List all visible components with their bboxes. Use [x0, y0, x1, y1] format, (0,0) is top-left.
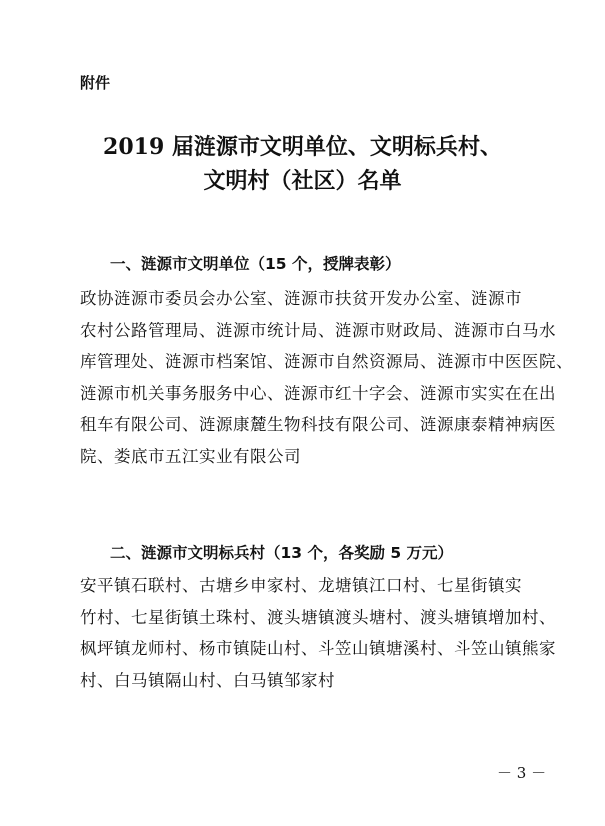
page-number: － 3 －: [497, 764, 547, 782]
section-body-model-villages: [80, 570, 556, 696]
attachment-label: 附件: [80, 74, 111, 92]
body-line: 政协涟源市委员会办公室、涟源市扶贫开发办公室、涟源市: [80, 289, 522, 308]
body-line: 村、白马镇隔山村、白马镇邹家村: [80, 670, 335, 690]
body-line: 涟源市机关事务服务中心、涟源市红十字会、涟源市实实在在出: [80, 383, 556, 403]
body-line: 枫坪镇龙师村、杨市镇陡山村、斗笠山镇塘溪村、斗笠山镇熊家: [80, 639, 556, 658]
body-line: 库管理处、涟源市档案馆、涟源市自然资源局、涟源市中医医院、: [80, 352, 573, 371]
body-line: 院、娄底市五江实业有限公司: [80, 446, 301, 466]
title-line-2: 文明村（社区）名单: [203, 168, 402, 194]
document-title: [0, 130, 605, 198]
body-line: 安平镇石联村、古塘乡申家村、龙塘镇江口村、七星街镇实: [80, 576, 522, 595]
section-body-civilized-units: [80, 283, 573, 472]
title-line-1: 2019 届涟源市文明单位、文明标兵村、: [103, 134, 502, 160]
section-heading-civilized-units: 一、涟源市文明单位（15 个，授牌表彰）: [110, 255, 401, 273]
body-line: 竹村、七星街镇土珠村、渡头塘镇渡头塘村、渡头塘镇增加村、: [80, 607, 556, 627]
section-heading-model-villages: 二、涟源市文明标兵村（13 个，各奖励 5 万元）: [110, 544, 454, 562]
body-line: 租车有限公司、涟源康麓生物科技有限公司、涟源康泰精神病医: [80, 415, 556, 434]
body-line: 农村公路管理局、涟源市统计局、涟源市财政局、涟源市白马水: [80, 320, 556, 340]
